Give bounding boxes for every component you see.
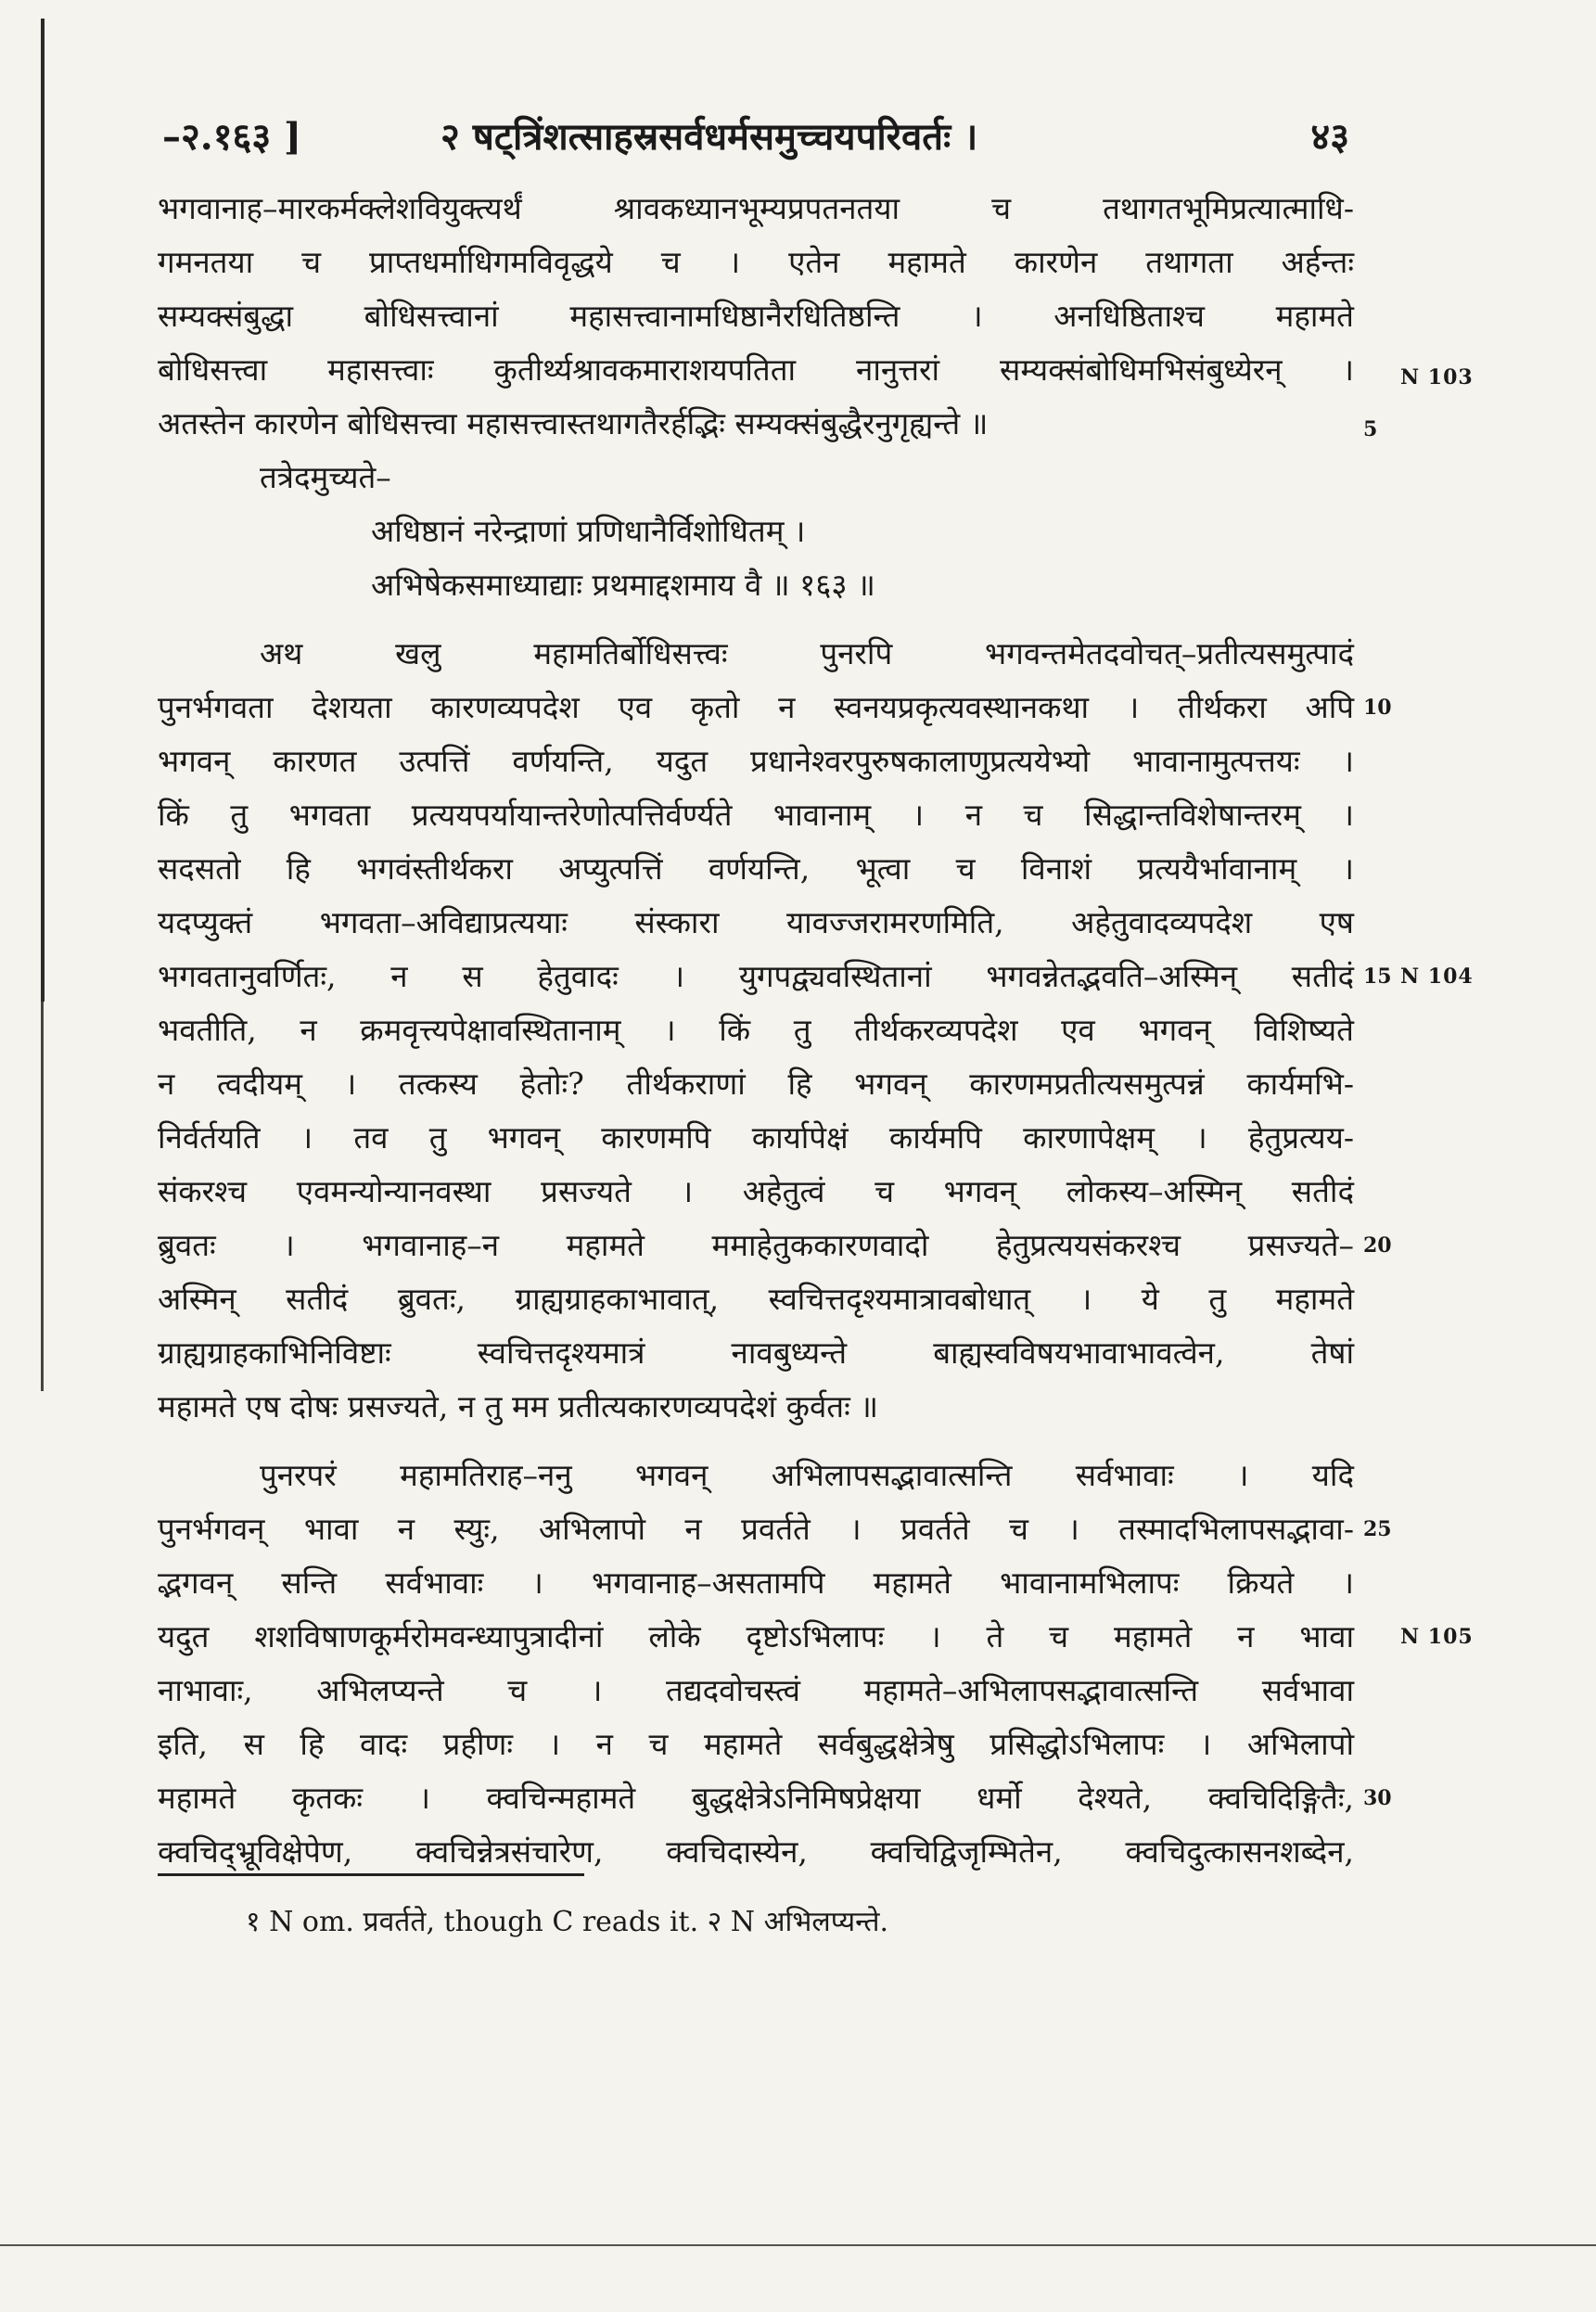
text-line: बोधिसत्त्वा महासत्त्वाः कुतीर्थ्यश्रावकमाराशयपतिता नानुत्तरां सम्यक्संबोधिमभिसंबुध्येरन् ।	[158, 351, 1354, 388]
text-line: संकरश्च एवमन्योन्यानवस्था प्रसज्यते । अहेतुत्वं च भगवन् लोकस्य–अस्मिन् सतीदं	[158, 1173, 1354, 1209]
manuscript-ref-note: N 105	[1400, 1625, 1474, 1649]
text-line: अस्मिन् सतीदं ब्रुवतः, ग्राह्यग्राहकाभावात्, स्वचित्तदृश्यमात्रावबोधात् । ये तु महामते	[158, 1281, 1354, 1317]
line-number: 20	[1363, 1233, 1392, 1258]
text-line: क्वचिद्भ्रूविक्षेपेण, क्वचिन्नेत्रसंचारेण, क्वचिदास्येन, क्वचिद्विजृम्भितेन, क्वचिदुत्कासनशब्देन,	[158, 1833, 1354, 1870]
text-line: पुनरपरं महामतिराह–ननु भगवन् अभिलापसद्भावात्सन्ति सर्वभावाः । यदि	[260, 1457, 1354, 1493]
page-bottom-edge	[0, 2244, 1596, 2246]
text-line: महामते एष दोषः प्रसज्यते, न तु मम प्रतीत्यकारणव्यपदेशं कुर्वतः ॥	[158, 1388, 879, 1424]
text-line: पुनर्भगवता देशयता कारणव्यपदेश एव कृतो न स्वनयप्रकृत्यवस्थानकथा । तीर्थकरा अपि	[158, 689, 1354, 725]
binding-edge-line-lower	[41, 1002, 44, 1391]
line-number: 30	[1363, 1786, 1392, 1810]
text-line: तत्रेदमुच्यते–	[260, 459, 391, 495]
text-line: निर्वर्तयति । तव तु भगवन् कारणमपि कार्यापेक्षं कार्यमपि कारणापेक्षम् । हेतुप्रत्यय-	[158, 1119, 1354, 1156]
binding-edge-line	[41, 19, 45, 1002]
text-line: गमनतया च प्राप्तधर्माधिगमविवृद्धये च । एतेन महामते कारणेन तथागता अर्हन्तः	[158, 244, 1354, 280]
header-section-ref: –२.१६३ ]	[162, 115, 301, 159]
text-line: ग्राह्यग्राहकाभिनिविष्टाः स्वचित्तदृश्यमात्रं नावबुध्यन्ते बाह्यस्वविषयभावाभावत्वेन, तेषां	[158, 1335, 1354, 1371]
text-line: अतस्तेन कारणेन बोधिसत्त्वा महासत्त्वास्तथागतैरर्हद्भिः सम्यक्संबुद्धैरनुगृह्यन्ते ॥	[158, 405, 989, 441]
manuscript-ref-note: N 104	[1400, 964, 1474, 989]
verse-line: अधिष्ठानं नरेन्द्राणां प्रणिधानैर्विशोधितम् ।	[371, 513, 806, 549]
text-line: सदसतो हि भगवंस्तीर्थकरा अप्युत्पत्तिं वर्णयन्ति, भूत्वा च विनाशं प्रत्ययैर्भावानाम् ।	[158, 850, 1354, 887]
text-line: सम्यक्संबुद्धा बोधिसत्त्वानां महासत्त्वानामधिष्ठानैरधितिष्ठन्ति । अनधिष्ठिताश्च महामते	[158, 298, 1354, 334]
text-line: यदप्युक्तं भगवता–अविद्याप्रत्ययाः संस्कारा यावज्जरामरणमिति, अहेतुवादव्यपदेश एष	[158, 904, 1354, 940]
footnote: १ N om. प्रवर्तते, though C reads it. २ N अभिलप्यन्ते.	[246, 1906, 889, 1938]
verse-line: अभिषेकसमाध्याद्याः प्रथमाद्दशमाय वै ॥ १६३ ॥	[371, 567, 875, 603]
text-line: भवतीति, न क्रमवृत्त्यपेक्षावस्थितानाम् । किं तु तीर्थकरव्यपदेश एव भगवन् विशिष्यते	[158, 1012, 1354, 1048]
text-line: भगवतानुवर्णितः, न स हेतुवादः । युगपद्व्यवस्थितानां भगवन्नेतद्भवति–अस्मिन् सतीदं	[158, 958, 1354, 994]
text-line: अथ खलु महामतिर्बोधिसत्त्वः पुनरपि भगवन्तमेतदवोचत्–प्रतीत्यसमुत्पादं	[260, 635, 1354, 671]
line-number: 5	[1363, 417, 1378, 441]
text-line: भगवानाह–मारकर्मक्लेशवियुक्त्यर्थं श्रावकध्यानभूम्यप्रपतनतया च तथागतभूमिप्रत्यात्माधि-	[158, 190, 1354, 226]
footnote-rule	[158, 1873, 584, 1876]
text-line: ब्रुवतः । भगवानाह–न महामते ममाहेतुककारणवादो हेतुप्रत्ययसंकरश्च प्रसज्यते–	[158, 1227, 1354, 1263]
text-line: पुनर्भगवन् भावा न स्युः, अभिलापो न प्रवर्तते । प्रवर्तते च । तस्मादभिलापसद्भावा-	[158, 1511, 1354, 1547]
text-line: न त्वदीयम् । तत्कस्य हेतोः? तीर्थकराणां हि भगवन् कारणमप्रतीत्यसमुत्पन्नं कार्यमभि-	[158, 1066, 1354, 1102]
text-line: यदुत शशविषाणकूर्मरोमवन्ध्यापुत्रादीनां लोके दृष्टोऽभिलापः । ते च महामते न भावा	[158, 1618, 1354, 1654]
text-line: द्भगवन् सन्ति सर्वभावाः । भगवानाह–असतामपि महामते भावानामभिलापः क्रियते ।	[158, 1565, 1354, 1601]
header-page-number: ४३	[1310, 115, 1349, 159]
line-number: 15	[1363, 964, 1392, 989]
header-chapter-title: २ षट्त्रिंशत्साहस्रसर्वधर्मसमुच्चयपरिवर्तः ।	[440, 115, 978, 159]
manuscript-ref-note: N 103	[1400, 365, 1474, 390]
text-line: इति, स हि वादः प्रहीणः । न च महामते सर्वबुद्धक्षेत्रेषु प्रसिद्धोऽभिलापः । अभिलापो	[158, 1726, 1354, 1762]
text-line: भगवन् कारणत उत्पत्तिं वर्णयन्ति, यदुत प्रधानेश्वरपुरुषकालाणुप्रत्ययेभ्यो भावानामुत्पत्तयः ।	[158, 743, 1354, 779]
line-number: 25	[1363, 1517, 1392, 1541]
text-line: नाभावाः, अभिलप्यन्ते च । तद्यदवोचस्त्वं महामते–अभिलापसद्भावात्सन्ति सर्वभावा	[158, 1672, 1354, 1708]
running-header	[162, 109, 1349, 165]
text-line: महामते कृतकः । क्वचिन्महामते बुद्धक्षेत्रेऽनिमिषप्रेक्षया धर्मो देश्यते, क्वचिदिङ्गितैः,	[158, 1780, 1354, 1816]
line-number: 10	[1363, 696, 1392, 720]
text-line: किं तु भगवता प्रत्ययपर्यायान्तरेणोत्पत्तिर्वर्ण्यते भावानाम् । न च सिद्धान्तविशेषान्तरम् ।	[158, 797, 1354, 833]
